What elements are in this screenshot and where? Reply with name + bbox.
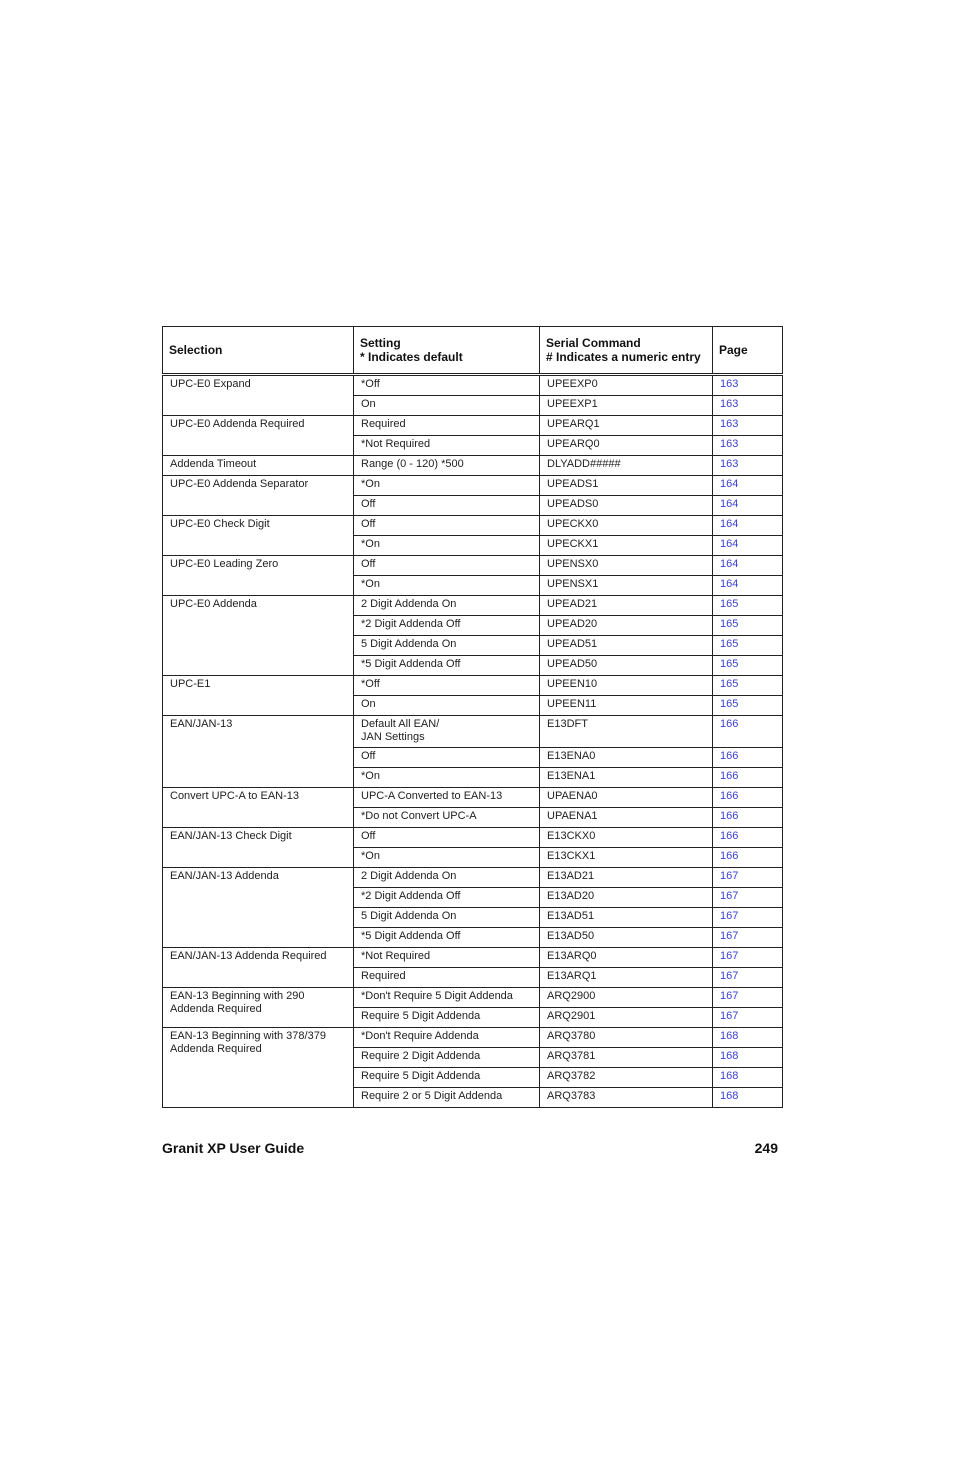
header-selection: Selection [163,327,354,375]
serial-command-cell: ARQ3783 [540,1088,713,1108]
serial-command-cell: UPEEXP0 [540,375,713,396]
serial-command-cell: UPEADS1 [540,476,713,496]
selection-cell: UPC-E0 Addenda [163,596,354,676]
setting-cell: Off [354,828,540,848]
page-link[interactable]: 167 [713,988,783,1008]
setting-cell: Required [354,416,540,436]
selection-cell: UPC-E0 Leading Zero [163,556,354,596]
page-link[interactable]: 168 [713,1028,783,1048]
page-link[interactable]: 167 [713,868,783,888]
setting-cell: *On [354,848,540,868]
setting-cell: Off [354,496,540,516]
setting-cell: Default All EAN/ JAN Settings [354,716,540,748]
setting-cell: *5 Digit Addenda Off [354,928,540,948]
selection-cell: UPC-E0 Addenda Required [163,416,354,456]
page-link[interactable]: 163 [713,416,783,436]
table-row [163,476,783,496]
setting-cell: *Don't Require Addenda [354,1028,540,1048]
setting-cell: Require 5 Digit Addenda [354,1068,540,1088]
page-link[interactable]: 166 [713,748,783,768]
selection-cell: Addenda Timeout [163,456,354,476]
page-link[interactable]: 167 [713,968,783,988]
serial-command-cell: E13ENA1 [540,768,713,788]
serial-command-cell: UPEEXP1 [540,396,713,416]
table-body [163,375,783,1108]
serial-command-cell: UPEEN10 [540,676,713,696]
table-row [163,716,783,748]
page-link[interactable]: 163 [713,456,783,476]
selection-cell: UPC-E0 Expand [163,375,354,416]
serial-command-cell: UPEAD20 [540,616,713,636]
page-link[interactable]: 164 [713,516,783,536]
serial-command-cell: UPENSX1 [540,576,713,596]
serial-command-cell: UPAENA0 [540,788,713,808]
header-page: Page [713,327,783,375]
table-row [163,948,783,968]
selection-cell: EAN/JAN-13 Addenda [163,868,354,948]
footer-title: Granit XP User Guide [162,1140,305,1156]
settings-table [162,326,783,1108]
setting-cell: *On [354,536,540,556]
serial-command-cell: ARQ2901 [540,1008,713,1028]
setting-cell: UPC-A Converted to EAN-13 [354,788,540,808]
setting-cell: *Don't Require 5 Digit Addenda [354,988,540,1008]
page-link[interactable]: 167 [713,908,783,928]
serial-command-cell: E13DFT [540,716,713,748]
page-link[interactable]: 165 [713,696,783,716]
setting-cell: Off [354,556,540,576]
page-link[interactable]: 168 [713,1048,783,1068]
serial-command-cell: UPEAD21 [540,596,713,616]
serial-command-cell: UPEAD51 [540,636,713,656]
page-link[interactable]: 164 [713,476,783,496]
table-header [163,327,783,375]
serial-command-cell: E13ARQ1 [540,968,713,988]
table-row [163,375,783,396]
selection-cell: EAN-13 Beginning with 378/379 Addenda Required [163,1028,354,1108]
table-row [163,788,783,808]
serial-command-cell: UPEEN11 [540,696,713,716]
page-link[interactable]: 166 [713,768,783,788]
page-link[interactable]: 165 [713,616,783,636]
page-link[interactable]: 164 [713,576,783,596]
setting-cell: *Off [354,676,540,696]
page-link[interactable]: 166 [713,848,783,868]
footer-page-number: 249 [754,1140,778,1156]
serial-command-cell: ARQ3781 [540,1048,713,1068]
selection-cell: UPC-E1 [163,676,354,716]
table-row [163,868,783,888]
setting-cell: *On [354,768,540,788]
setting-cell: Range (0 - 120) *500 [354,456,540,476]
page-link[interactable]: 166 [713,828,783,848]
selection-cell: UPC-E0 Addenda Separator [163,476,354,516]
table-row [163,516,783,536]
setting-cell: 5 Digit Addenda On [354,636,540,656]
serial-command-cell: UPEAD50 [540,656,713,676]
selection-cell: EAN/JAN-13 [163,716,354,788]
setting-cell: *5 Digit Addenda Off [354,656,540,676]
page-link[interactable]: 166 [713,716,783,748]
serial-command-cell: E13ENA0 [540,748,713,768]
serial-command-cell: UPEARQ0 [540,436,713,456]
serial-command-cell: E13CKX1 [540,848,713,868]
serial-command-cell: E13ARQ0 [540,948,713,968]
serial-command-cell: ARQ2900 [540,988,713,1008]
header-serial-command: Serial Command # Indicates a numeric entry [540,327,713,375]
table-row [163,556,783,576]
selection-cell: EAN/JAN-13 Addenda Required [163,948,354,988]
page-link[interactable]: 167 [713,1008,783,1028]
table-row [163,456,783,476]
page-link[interactable]: 165 [713,676,783,696]
selection-cell: EAN/JAN-13 Check Digit [163,828,354,868]
setting-cell: 2 Digit Addenda On [354,596,540,616]
page-link[interactable]: 167 [713,948,783,968]
serial-command-cell: E13AD50 [540,928,713,948]
page-link[interactable]: 166 [713,788,783,808]
page-link[interactable]: 168 [713,1088,783,1108]
page-link[interactable]: 163 [713,436,783,456]
serial-command-cell: UPECKX0 [540,516,713,536]
setting-cell: *Do not Convert UPC-A [354,808,540,828]
setting-cell: *On [354,576,540,596]
page-link[interactable]: 165 [713,656,783,676]
setting-cell: Require 5 Digit Addenda [354,1008,540,1028]
selection-cell: EAN-13 Beginning with 290 Addenda Required [163,988,354,1028]
page-link[interactable]: 164 [713,556,783,576]
setting-cell: Required [354,968,540,988]
page-link[interactable]: 164 [713,536,783,556]
page-link[interactable]: 163 [713,375,783,396]
page-link[interactable]: 163 [713,396,783,416]
setting-cell: 2 Digit Addenda On [354,868,540,888]
table-row [163,1028,783,1048]
serial-command-cell: E13AD51 [540,908,713,928]
table-row [163,676,783,696]
selection-cell: UPC-E0 Check Digit [163,516,354,556]
header-setting: Setting * Indicates default [354,327,540,375]
setting-cell: *2 Digit Addenda Off [354,888,540,908]
page-link[interactable]: 164 [713,496,783,516]
setting-cell: Off [354,516,540,536]
serial-command-cell: ARQ3780 [540,1028,713,1048]
setting-cell: *Not Required [354,948,540,968]
page-link[interactable]: 167 [713,888,783,908]
setting-cell: On [354,396,540,416]
table-row [163,988,783,1008]
serial-command-cell: DLYADD##### [540,456,713,476]
serial-command-cell: E13CKX0 [540,828,713,848]
setting-cell: 5 Digit Addenda On [354,908,540,928]
page-link[interactable]: 166 [713,808,783,828]
table-row [163,828,783,848]
serial-command-cell: UPEARQ1 [540,416,713,436]
setting-cell: *Off [354,375,540,396]
serial-command-cell: ARQ3782 [540,1068,713,1088]
serial-command-cell: UPENSX0 [540,556,713,576]
page-link[interactable]: 165 [713,636,783,656]
page-link[interactable]: 167 [713,928,783,948]
serial-command-cell: UPAENA1 [540,808,713,828]
setting-cell: *On [354,476,540,496]
table-row [163,416,783,436]
serial-command-cell: UPECKX1 [540,536,713,556]
setting-cell: Off [354,748,540,768]
serial-command-cell: E13AD20 [540,888,713,908]
setting-cell: On [354,696,540,716]
serial-command-cell: E13AD21 [540,868,713,888]
page-link[interactable]: 165 [713,596,783,616]
page-link[interactable]: 168 [713,1068,783,1088]
table-row [163,596,783,616]
setting-cell: *2 Digit Addenda Off [354,616,540,636]
setting-cell: Require 2 or 5 Digit Addenda [354,1088,540,1108]
serial-command-cell: UPEADS0 [540,496,713,516]
setting-cell: *Not Required [354,436,540,456]
setting-cell: Require 2 Digit Addenda [354,1048,540,1068]
selection-cell: Convert UPC-A to EAN-13 [163,788,354,828]
